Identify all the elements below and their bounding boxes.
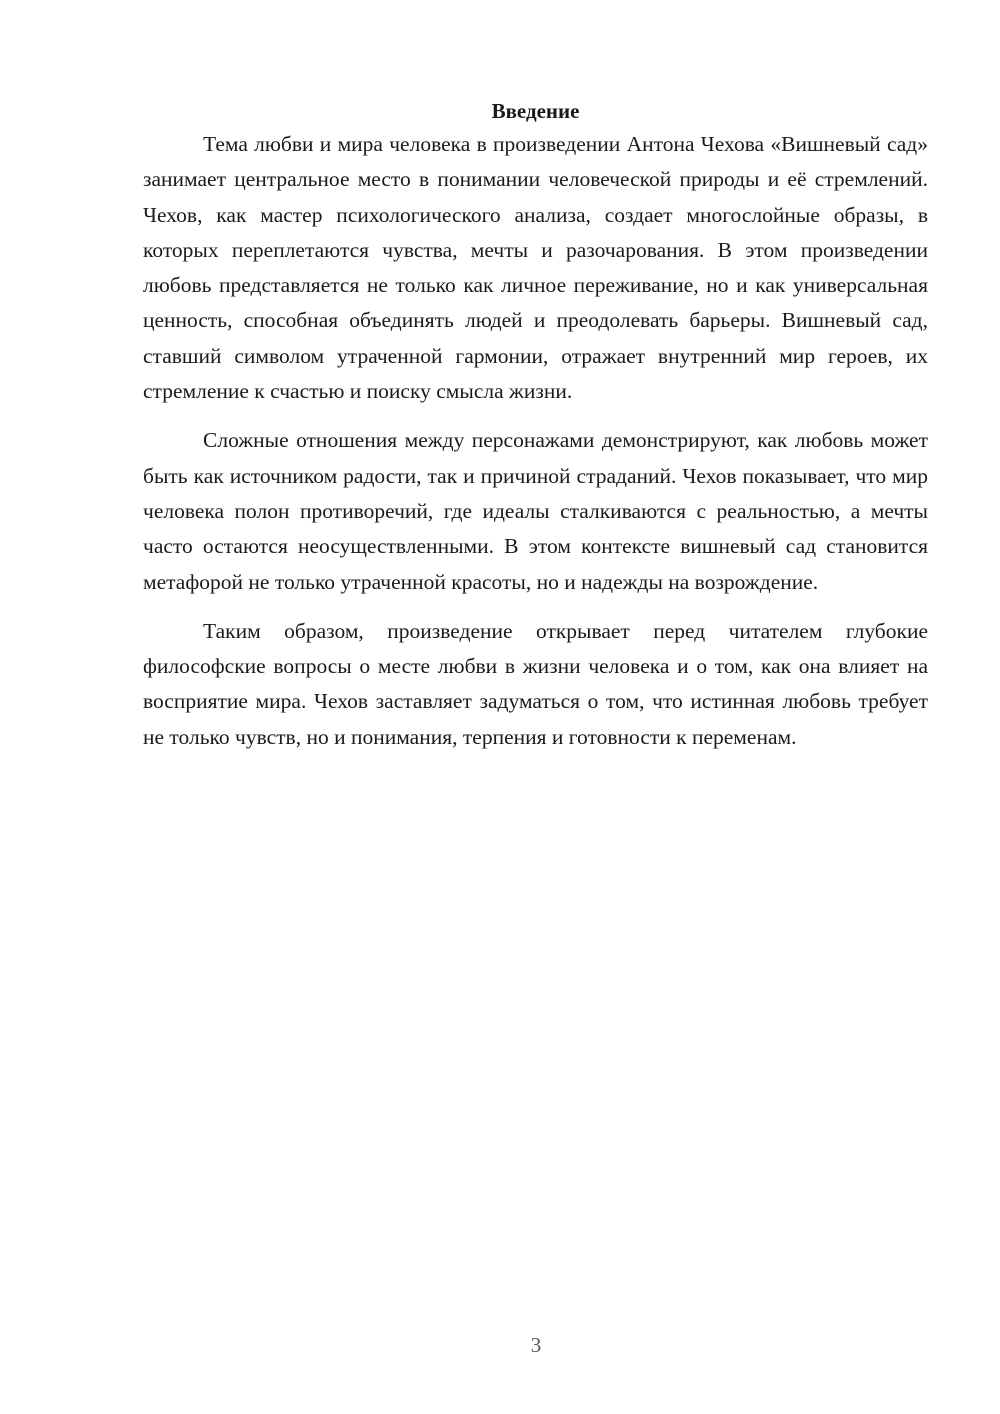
page-content (143, 95, 928, 755)
page-number: 3 (530, 1333, 542, 1357)
paragraph-2: Сложные отношения между персонажами демонстрируют, как любовь может быть как источником радости, так и причиной страданий. Чехов показывает, что мир человека полон противоречий, где идеалы сталкиваются с реальностью, а мечты часто остаются неосуществленными. В этом контексте вишневый сад становится метафорой не только утраченной красоты, но и надежды на возрождение. (143, 428, 928, 594)
paragraph-3: Таким образом, произведение открывает перед читателем глубокие философские вопросы о месте любви в жизни человека и о том, как она влияет на восприятие мира. Чехов заставляет задуматься о том, что истинная любовь требует не только чувств, но и понимания, терпения и готовности к переменам. (143, 618, 928, 749)
section-heading: Введение (491, 99, 580, 123)
paragraph-1: Тема любви и мира человека в произведении Антона Чехова «Вишневый сад» занимает центральное место в понимании человеческой природы и её стремлений. Чехов, как мастер психологического анализа, создает многослойные образы, в которых переплетаются чувства, мечты и разочарования. В этом произведении любовь представляется не только как личное переживание, но и как универсальная ценность, способная объединять людей и преодолевать барьеры. Вишневый сад, ставший символом утраченной гармонии, отражает внутренний мир героев, их стремление к счастью и поиску смысла жизни. (143, 132, 928, 404)
